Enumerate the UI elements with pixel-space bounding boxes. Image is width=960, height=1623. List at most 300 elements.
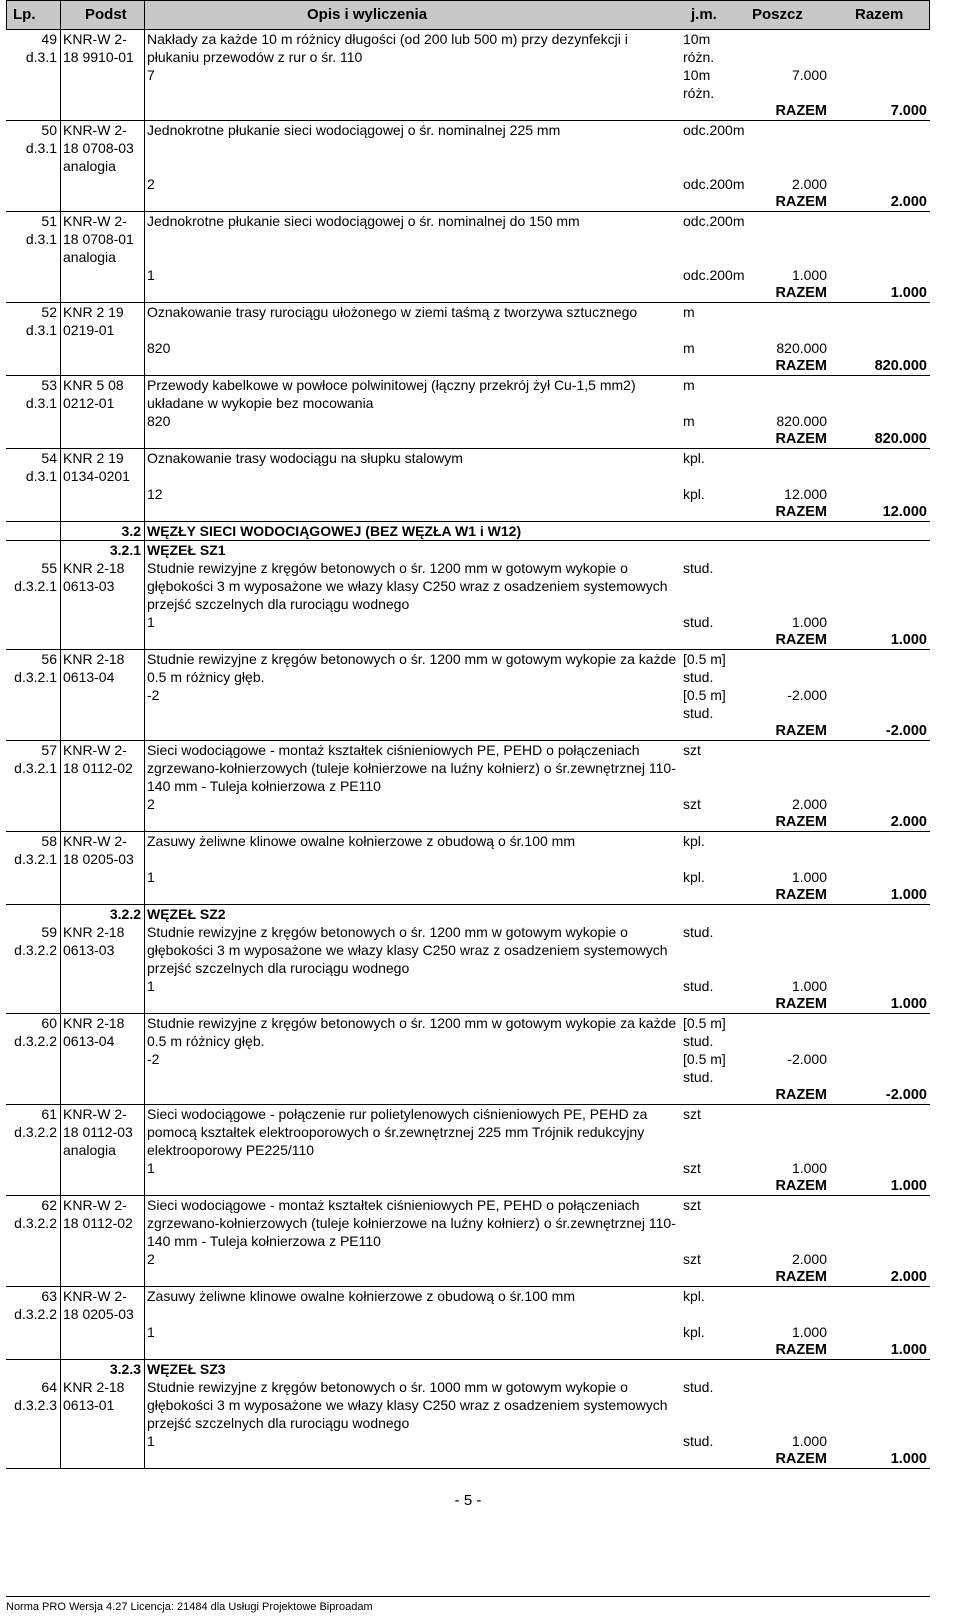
position-chapter: d.3.2.1 [14,760,57,776]
basis-line: 0613-04 [63,1033,115,1049]
position-description: Studnie rewizyjne z kręgów betonowych o śr. 1200 mm w gotowym wykopie za każde 0.5 m różnicy głęb. [147,1015,677,1049]
page-number: - 5 - [454,1492,482,1509]
calculation-value: 2.000 [791,796,827,812]
position-razem [830,449,930,486]
position-razem [830,923,930,977]
position-lp: 52 [41,304,57,320]
spacer [6,102,60,121]
spacer [680,813,740,832]
position-description: Studnie rewizyjne z kręgów betonowych o śr. 1200 mm w gotowym wykopie za każde 0.5 m różnicy głęb. [147,651,677,685]
spacer [6,1268,60,1287]
spacer [60,1450,144,1469]
basis-line: KNR-W 2- [63,1197,127,1213]
spacer [60,631,144,650]
basis-line: KNR-W 2- [63,742,127,758]
basis-line: 18 0205-03 [63,1306,134,1322]
spacer [144,1341,680,1360]
calculation-value: 2.000 [791,1251,827,1267]
position-poszcz [740,121,830,176]
calculation-expression: 1 [147,978,155,994]
spacer [680,1086,740,1105]
section-title: WĘZEŁ SZ2 [144,905,930,924]
spacer [144,1268,680,1287]
spacer [6,1159,60,1177]
spacer [830,1050,930,1086]
basis-line: 18 0112-02 [63,760,133,776]
spacer [60,1268,144,1287]
basis-line: 18 0112-03 [63,1124,133,1140]
basis-line: 18 9910-01 [63,49,134,65]
spacer [680,357,740,376]
position-description: Studnie rewizyjne z kręgów betonowych o śr. 1000 mm w gotowym wykopie o głębokości 3 m wyposażone we włazy klasy C250 wraz z osadzeniem systemowych przejść szczelnych dla rurociągu wodnego [147,1379,668,1431]
spacer [680,102,740,121]
spacer [60,485,144,503]
spacer [830,266,930,284]
total-label: RAZEM [740,193,830,212]
spacer [6,795,60,813]
cost-estimate-sheet [6,0,930,1613]
spacer [680,995,740,1014]
section-number: 3.2.3 [6,1360,144,1379]
spacer [6,1341,60,1360]
spacer [680,631,740,650]
calculation-unit: szt [683,1160,701,1176]
position-chapter: d.3.2.1 [14,851,57,867]
total-value: 820.000 [830,430,930,449]
spacer [6,995,60,1014]
spacer [680,284,740,303]
position-basis [60,832,144,869]
position-basis [60,212,144,267]
position-chapter: d.3.2.1 [14,669,57,685]
calculation-value: -2.000 [787,1051,827,1067]
calculation-value: 1.000 [791,1433,827,1449]
position-description: Sieci wodociągowe - montaż kształtek ciśnieniowych PE, PEHD o połączeniach zgrzewano-kołnierzowych (tuleje kołnierzowe na luźny kołnierz) o śr.zewnętrznej 110-140 mm - Tuleja kołnierzowa z PE110 [147,1197,676,1249]
calculation-expression: 1 [147,1160,155,1176]
position-razem [830,1014,930,1051]
basis-line: KNR-W 2- [63,213,127,229]
calculation-value: 12.000 [784,486,827,502]
position-number [6,303,60,340]
total-label: RAZEM [740,1086,830,1105]
position-number [6,1105,60,1160]
spacer [60,1341,144,1360]
total-value: 2.000 [830,1268,930,1287]
position-poszcz [740,559,830,613]
position-poszcz [740,923,830,977]
position-lp: 55 [41,560,57,576]
calculation-expression: 7 [147,67,155,83]
position-number [6,376,60,413]
total-label: RAZEM [740,995,830,1014]
position-poszcz [740,1014,830,1051]
position-description: Nakłady za każde 10 m różnicy długości (od 200 lub 500 m) przy dezynfekcji i płukaniu przewodów z rur o śr. 110 [147,31,628,65]
position-description: Sieci wodociągowe - montaż kształtek ciśnieniowych PE, PEHD o połączeniach zgrzewano-kołnierzowych (tuleje kołnierzowe na luźny kołnierz) o śr.zewnętrznej 110-140 mm - Tuleja kołnierzowa z PE110 [147,742,676,794]
position-poszcz [740,1287,830,1324]
position-lp: 58 [41,833,57,849]
column-divider [60,0,61,1469]
basis-line: 0613-01 [63,1397,115,1413]
position-number [6,1378,60,1432]
spacer [830,1250,930,1268]
position-unit: 10m różn. [683,31,715,65]
total-value: 1.000 [830,886,930,905]
spacer [60,722,144,741]
basis-line: KNR 5 08 [63,377,124,393]
spacer [6,1086,60,1105]
total-label: RAZEM [740,430,830,449]
total-label: RAZEM [740,722,830,741]
spacer [60,66,144,102]
position-basis [60,741,144,796]
basis-line: KNR 2-18 [63,560,125,576]
spacer [144,284,680,303]
calculation-expression: -2 [147,1051,160,1067]
calculation-value: 1.000 [791,869,827,885]
position-unit: szt [683,742,701,758]
total-label: RAZEM [740,1341,830,1360]
calculation-unit: stud. [683,1433,714,1449]
spacer [6,357,60,376]
spacer [144,430,680,449]
calculation-expression: 2 [147,796,155,812]
position-unit: kpl. [683,1288,705,1304]
spacer [144,886,680,905]
basis-line: 18 0708-03 [63,140,134,156]
total-value: 2.000 [830,813,930,832]
basis-line: 0613-04 [63,669,115,685]
position-lp: 54 [41,450,57,466]
basis-line: KNR 2 19 [63,450,124,466]
position-poszcz [740,1378,830,1432]
total-label: RAZEM [740,284,830,303]
spacer [6,412,60,430]
spacer [144,722,680,741]
calculation-value: 1.000 [791,267,827,283]
basis-line: KNR-W 2- [63,1288,127,1304]
position-unit: stud. [683,1379,714,1395]
calculation-expression: 1 [147,1433,155,1449]
section-title: WĘZEŁ SZ3 [144,1360,930,1379]
total-value: 2.000 [830,193,930,212]
calculation-value: 7.000 [791,67,827,83]
position-unit: stud. [683,924,714,940]
total-value: 12.000 [830,503,930,522]
position-lp: 53 [41,377,57,393]
spacer [60,795,144,813]
header-podst: Podst [85,6,127,23]
position-basis [60,303,144,340]
spacer [680,1177,740,1196]
position-basis [60,449,144,486]
spacer [6,1177,60,1196]
total-value: 1.000 [830,1177,930,1196]
spacer [6,886,60,905]
spacer [830,868,930,886]
position-description: Studnie rewizyjne z kręgów betonowych o śr. 1200 mm w gotowym wykopie o głębokości 3 m wyposażone we włazy klasy C250 wraz z osadzeniem systemowych przejść szczelnych dla rurociągu wodnego [147,924,668,976]
calculation-unit: m [683,413,695,429]
position-lp: 50 [41,122,57,138]
position-number [6,30,60,66]
basis-line: 18 0112-02 [63,1215,133,1231]
position-lp: 57 [41,742,57,758]
position-basis [60,1105,144,1160]
spacer [6,1250,60,1268]
position-razem [830,1105,930,1160]
total-label: RAZEM [740,1177,830,1196]
spacer [6,813,60,832]
position-poszcz [740,650,830,687]
position-chapter: d.3.1 [25,322,57,338]
spacer [680,886,740,905]
position-description: Zasuwy żeliwne klinowe owalne kołnierzowe z obudową o śr.100 mm [147,1288,575,1304]
position-number [6,832,60,869]
position-poszcz [740,1196,830,1251]
total-label: RAZEM [740,631,830,650]
position-lp: 49 [41,31,57,47]
spacer [6,631,60,650]
calculation-expression: 1 [147,614,155,630]
basis-line: 0613-03 [63,942,115,958]
calculation-expression: 1 [147,869,155,885]
position-unit: szt [683,1106,701,1122]
spacer [6,1450,60,1469]
spacer [60,613,144,631]
position-description: Jednokrotne płukanie sieci wodociągowej o śr. nominalnej 225 mm [147,122,561,138]
position-basis [60,1014,144,1051]
calculation-unit: stud. [683,978,714,994]
spacer [680,722,740,741]
position-razem [830,1196,930,1251]
basis-line: 0212-01 [63,395,115,411]
spacer [680,1268,740,1287]
position-chapter: d.3.1 [25,468,57,484]
calculation-unit: kpl. [683,869,705,885]
spacer [830,339,930,357]
position-chapter: d.3.2.2 [14,1306,57,1322]
total-value: 1.000 [830,995,930,1014]
spacer [6,193,60,212]
position-lp: 51 [41,213,57,229]
spacer [830,485,930,503]
position-lp: 59 [41,924,57,940]
total-value: 820.000 [830,357,930,376]
calculation-value: 2.000 [791,176,827,192]
basis-line: analogia [63,1142,116,1158]
total-label: RAZEM [740,503,830,522]
position-number [6,923,60,977]
basis-line: 0613-03 [63,578,115,594]
calculation-unit: szt [683,1251,701,1267]
spacer [60,995,144,1014]
calculation-expression: 2 [147,176,155,192]
total-value: 1.000 [830,1450,930,1469]
position-razem [830,1378,930,1432]
position-basis [60,923,144,977]
calculation-unit: odc.200m [683,267,745,283]
calculation-value: -2.000 [787,687,827,703]
calculation-value: 1.000 [791,614,827,630]
position-description: Przewody kabelkowe w powłoce polwinitowej (łączny przekrój żył Cu-1,5 mm2) układane w wykopie bez mocowania [147,377,636,411]
calculation-value: 820.000 [776,340,827,356]
basis-line: KNR 2-18 [63,924,125,940]
position-unit: kpl. [683,450,705,466]
position-unit: [0.5 m] stud. [683,651,726,685]
spacer [60,266,144,284]
position-number [6,1196,60,1251]
position-poszcz [740,741,830,796]
header-razem: Razem [855,6,904,23]
position-lp: 62 [41,1197,57,1213]
position-basis [60,1287,144,1324]
calculation-unit: m [683,340,695,356]
basis-line: KNR 2-18 [63,1379,125,1395]
spacer [60,102,144,121]
header-opis: Opis i wyliczenia [307,6,428,23]
spacer [6,175,60,193]
section-number: 3.2.1 [6,541,144,560]
total-label: RAZEM [740,1450,830,1469]
position-basis [60,559,144,613]
spacer [60,868,144,886]
spacer [60,357,144,376]
total-value: -2.000 [830,1086,930,1105]
calculation-unit: stud. [683,614,714,630]
position-razem [830,303,930,340]
header-jm: j.m. [691,6,717,23]
basis-line: 18 0708-01 [63,231,134,247]
position-lp: 63 [41,1288,57,1304]
position-lp: 56 [41,651,57,667]
basis-line: KNR-W 2- [63,31,127,47]
spacer [60,412,144,430]
spacer [144,1177,680,1196]
header-poszcz: Poszcz [752,6,803,23]
position-razem [830,650,930,687]
position-basis [60,1196,144,1251]
spacer [6,722,60,741]
spacer [830,1432,930,1450]
position-razem [830,30,930,66]
spacer [60,430,144,449]
spacer [60,339,144,357]
header-lp: Lp. [13,6,36,23]
basis-line: KNR 2-18 [63,1015,125,1031]
spacer [680,193,740,212]
basis-line: KNR-W 2- [63,1106,127,1122]
position-basis [60,376,144,413]
calculation-unit: 10m różn. [683,67,715,101]
spacer [144,102,680,121]
spacer [6,977,60,995]
spacer [830,175,930,193]
position-number [6,1014,60,1051]
position-poszcz [740,376,830,413]
position-razem [830,1287,930,1324]
spacer [830,795,930,813]
position-description: Zasuwy żeliwne klinowe owalne kołnierzowe z obudową o śr.100 mm [147,833,575,849]
position-number [6,650,60,687]
spacer [144,357,680,376]
position-poszcz [740,30,830,66]
spacer [60,686,144,722]
calculation-unit: szt [683,796,701,812]
spacer [144,1450,680,1469]
position-razem [830,559,930,613]
calculation-unit: [0.5 m] stud. [683,1051,726,1085]
spacer [830,1159,930,1177]
spacer [144,1086,680,1105]
calculation-value: 1.000 [791,1160,827,1176]
total-value: 1.000 [830,1341,930,1360]
position-poszcz [740,1105,830,1160]
spacer [60,813,144,832]
basis-line: KNR 2 19 [63,304,124,320]
position-razem [830,376,930,413]
total-value: 7.000 [830,102,930,121]
position-description: Sieci wodociągowe - połączenie rur polietylenowych ciśnieniowych PE, PEHD za pomocą kształtek elektrooporowych o śr.zewnętrznej 225 mm Trójnik redukcyjny elektrooporowy PE225/110 [147,1106,648,1158]
footer-license: Norma PRO Wersja 4.27 Licencja: 21484 dla Usługi Projektowe Biproadam [6,1596,930,1613]
spacer [60,886,144,905]
spacer [144,813,680,832]
basis-line: KNR 2-18 [63,651,125,667]
spacer [6,284,60,303]
spacer [830,977,930,995]
spacer [60,977,144,995]
spacer [6,503,60,522]
spacer [830,613,930,631]
calculation-value: 1.000 [791,1324,827,1340]
spacer [60,175,144,193]
spacer [60,1432,144,1450]
position-unit: odc.200m [683,122,745,138]
spacer [6,1432,60,1450]
total-label: RAZEM [740,813,830,832]
position-unit: m [683,377,695,393]
section-title: WĘZŁY SIECI WODOCIĄGOWEJ (BEZ WĘZŁA W1 i W12) [144,522,930,541]
calculation-value: 820.000 [776,413,827,429]
position-poszcz [740,303,830,340]
spacer [6,1050,60,1086]
section-number: 3.2 [6,522,144,541]
calculation-unit: kpl. [683,486,705,502]
position-description: Oznakowanie trasy wodociągu na słupku stalowym [147,450,463,466]
calculation-expression: 1 [147,267,155,283]
spacer [60,1086,144,1105]
calculation-expression: 820 [147,413,171,429]
calculation-value: 1.000 [791,978,827,994]
position-poszcz [740,212,830,267]
position-unit: szt [683,1197,701,1213]
spacer [60,503,144,522]
position-basis [60,121,144,176]
spacer [60,1177,144,1196]
position-basis [60,30,144,66]
spacer [830,686,930,722]
position-number [6,741,60,796]
position-chapter: d.3.1 [25,140,57,156]
position-unit: m [683,304,695,320]
section-number: 3.2.2 [6,905,144,924]
basis-line: analogia [63,249,116,265]
position-unit: stud. [683,560,714,576]
spacer [680,1450,740,1469]
spacer [60,1250,144,1268]
spacer [680,1341,740,1360]
spacer [144,631,680,650]
total-value: 1.000 [830,631,930,650]
position-chapter: d.3.2.3 [14,1397,57,1413]
